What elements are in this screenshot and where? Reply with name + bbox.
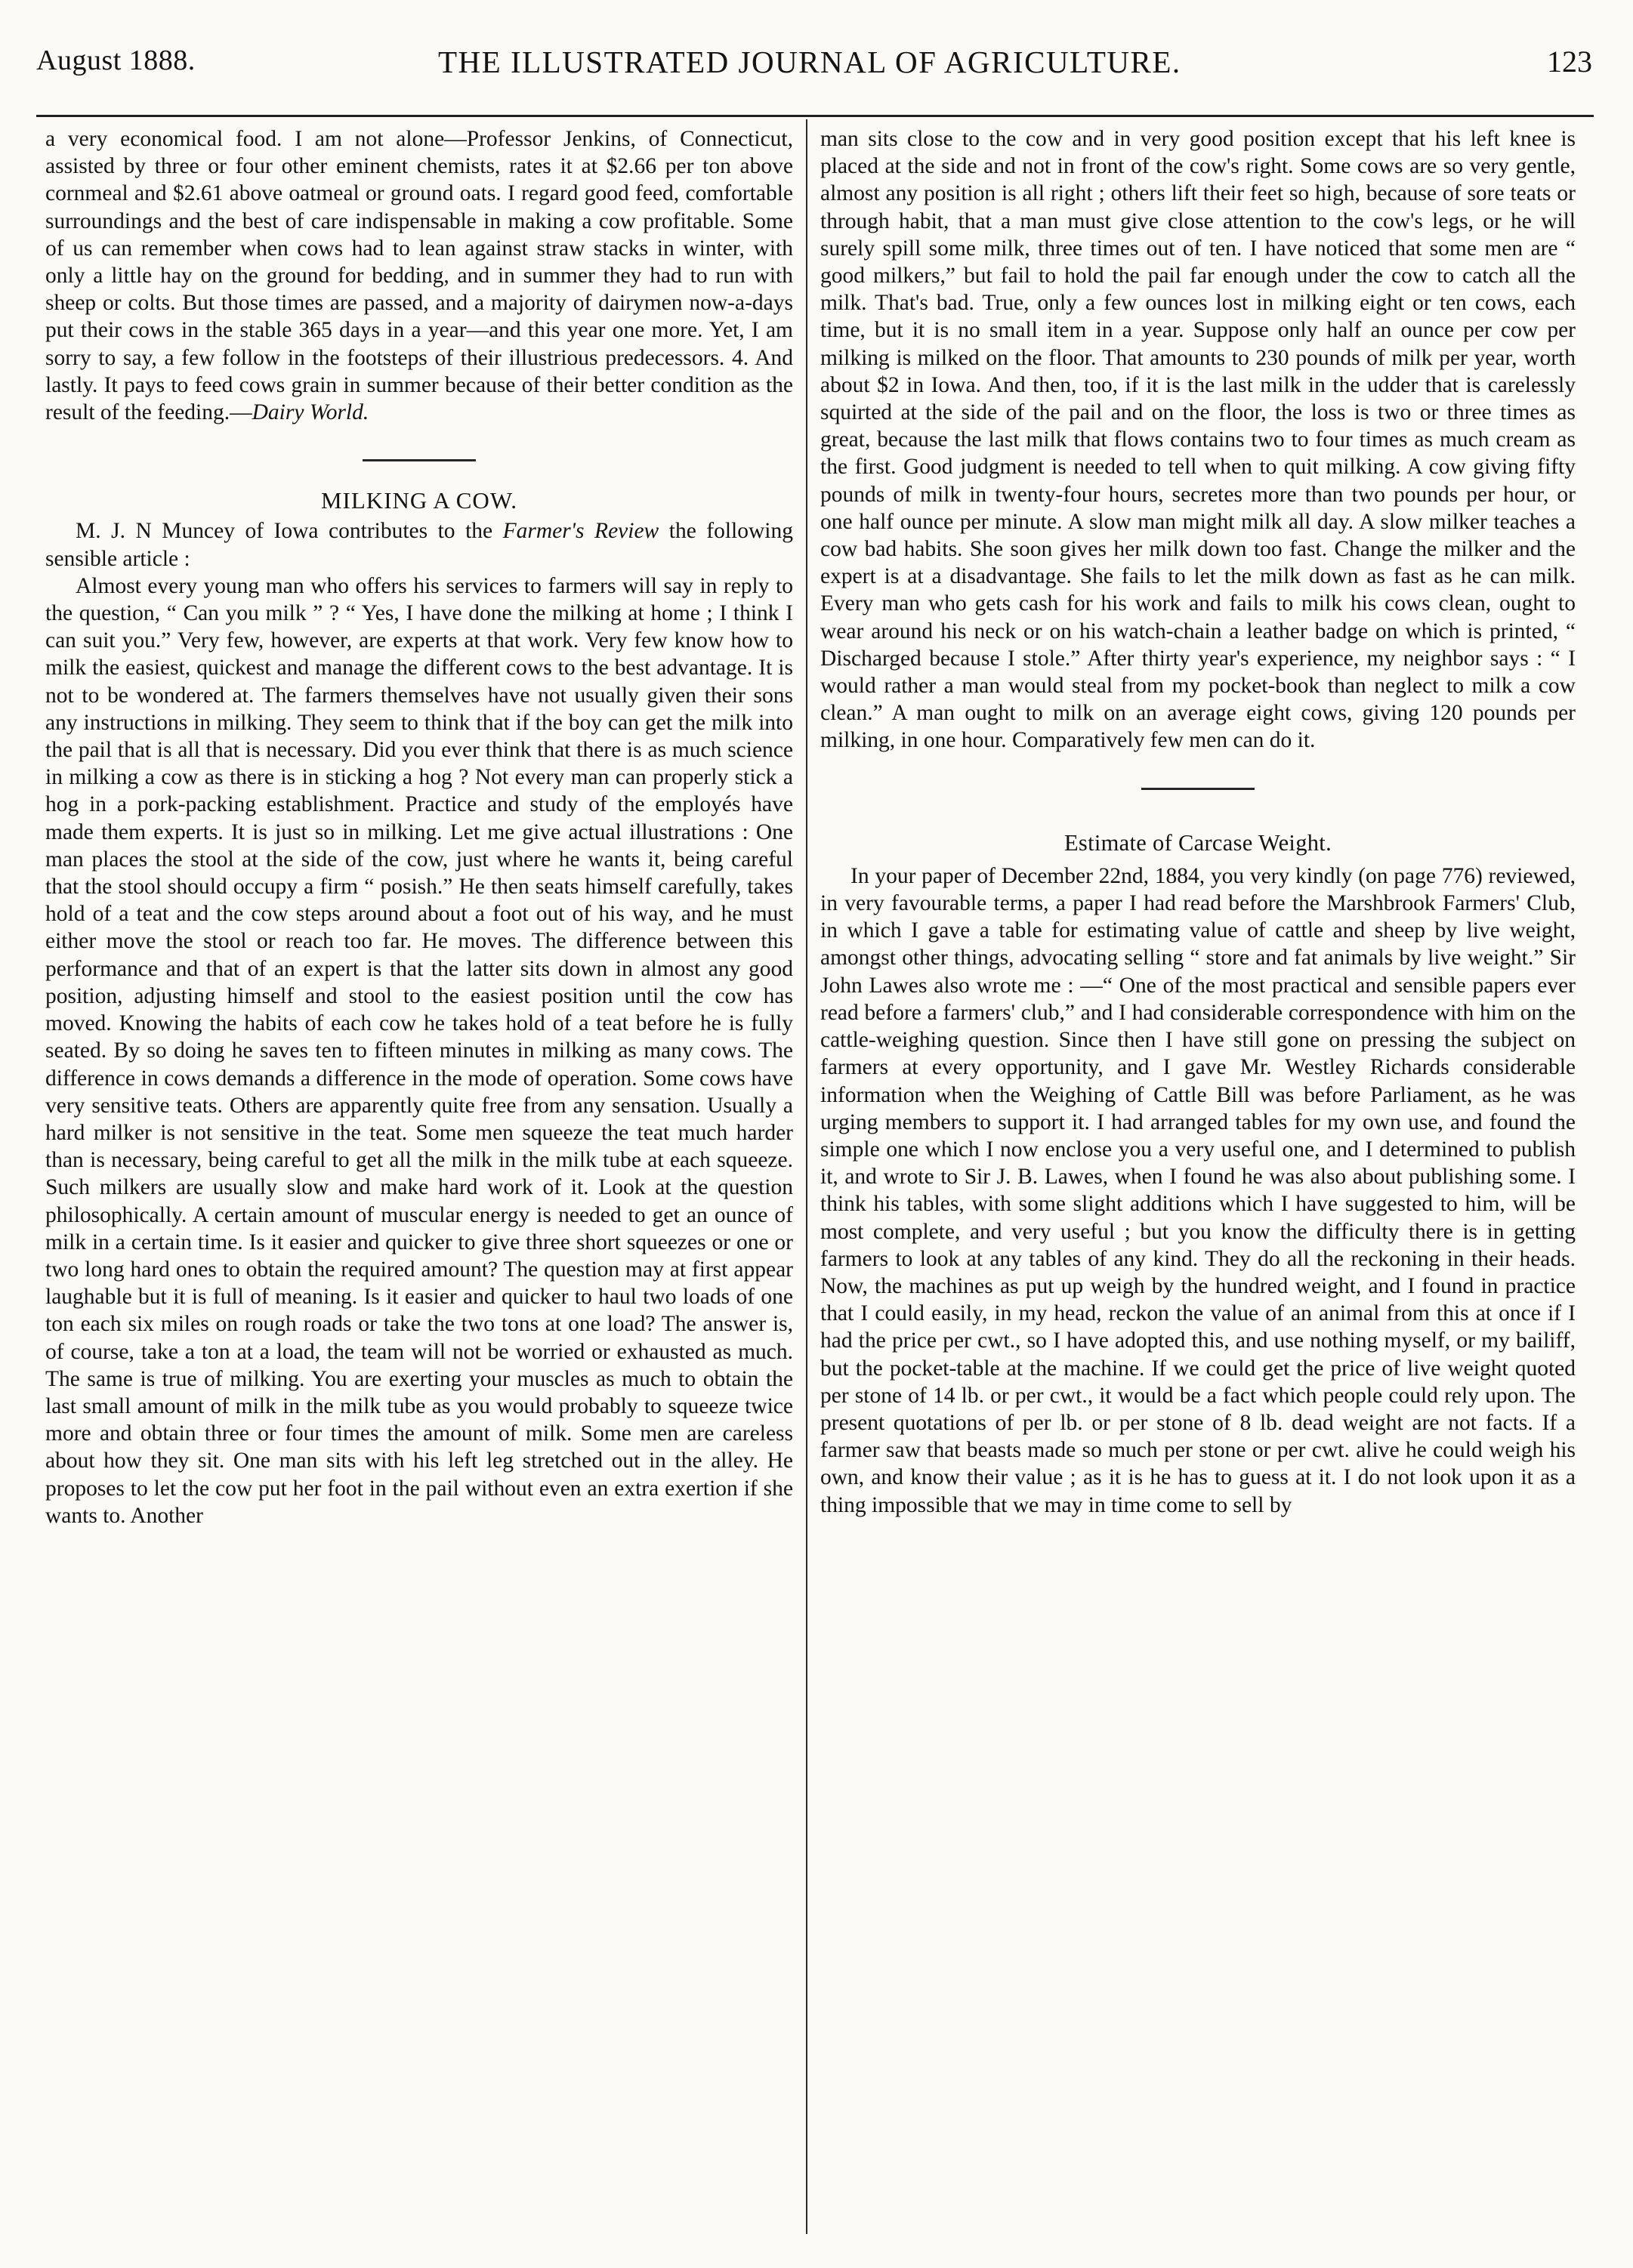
section-rule <box>1141 788 1255 790</box>
byline-publication: Farmer's Review <box>502 519 659 544</box>
article-body-carcase: In your paper of December 22nd, 1884, you very kindly (on page 776) reviewed, in very favourable terms, a paper I had read before the Marshbrook Farmers' Club, in which I gave a table for estimating value of cattle and sheep by live weight, amongst other things, advocating selling “ store and fat animals by live weight.” Sir John Lawes also wrote me : —“ One of the most practical and sensible papers ever read before a farmers' club,” and I had considerable correspondence with him on the cattle-weighing question. Since then I have still gone on pressing the subject on farmers at every opportunity, and I gave Mr. Westley Richards considerable information when the Weighing of Cattle Bill was before Parliament, as he was urging members to support it. I had arranged tables for my own use, and found the simple one which I now enclose you a very useful one, and I determined to publish it, and wrote to Sir J. B. Lawes, when I found he was also about publishing some. I think his tables, with some slight additions which I have suggested to him, will be most complete, and very useful ; but you know the difficulty there is in getting farmers to look at any tables of any kind. They do all the reckoning in their heads. Now, the machines as put up weigh by the hundred weight, and I found in practice that I could easily, in my head, reckon the value of an animal from this at once if I had the price per cwt., so I have adopted this, and use nothing myself, or my bailiff, but the pocket-table at the machine. If we could get the price of live weight quoted per stone of 14 lb. or per cwt., it would be a fact which people could rely upon. The present quotations of per lb. or per stone of 8 lb. dead weight are not facts. If a farmer saw that beasts made so much per stone or per cwt. alive he could weigh his own, and know their value ; as it is he has to guess at it. I do not look upon it as a thing impossible that we may in time come to sell by <box>820 863 1576 1517</box>
right-column <box>820 125 1576 1519</box>
continued-article-body: a very economical food. I am not alone—Professor Jenkins, of Connecticut, assisted by three or four other eminent chemists, rates it at $2.66 per ton above cornmeal and $2.61 above oatmeal or ground oats. I regard good feed, comfortable surroundings and the best of care indispensable in making a cow profitable. Some of us can remember when cows had to lean against straw stacks in winter, with only a little hay on the ground for bedding, and in summer they had to run with sheep or colts. But those times are passed, and a majority of dairymen now-a-days put their cows in the stable 365 days in a year—and this year one more. Yet, I am sorry to say, a few follow in the footsteps of their illustrious predecessors. 4. And lastly. It pays to feed cows grain in summer because of their better condition as the result of the feeding.— <box>45 127 793 425</box>
continued-article-text <box>45 125 793 426</box>
byline-suffix: the following sensible article : <box>45 519 794 571</box>
page-number: 123 <box>1547 45 1592 79</box>
continued-milking-text: man sits close to the cow and in very good position except that his left knee is placed at the side and not in front of the cow's right. Some cows are so very gentle, almost any position is all right ; others lift their feet so high, because of sore teats or through habit, that a man must give close attention to the cow's legs, or he will surely spill some milk, three times out of ten. I have noticed that some men are “ good milkers,” but fail to hold the pail far enough under the cow to catch all the milk. That's bad. True, only a few ounces lost in milking eight or ten cows, each time, but it is no small item in a year. Suppose only half an ounce per cow per milking is milked on the floor. That amounts to 230 pounds of milk per year, worth about $2 in Iowa. And then, too, if it is the last milk in the udder that is carelessly squirted at the side of the pail and on the floor, the loss is two or three times as great, because the last milk that flows contains two to four times as much cream as the first. Good judgment is needed to tell when to quit milking. A cow giving fifty pounds of milk in twenty-four hours, secretes more than two pounds per hour, or one half ounce per minute. A slow man might milk all day. A slow milker teaches a cow bad habits. She soon gives her milk down too fast. Change the milker and the expert is at a disadvantage. She fails to let the milk down as fast as he can milk. Every man who gets cash for his work and fails to milk his cows clean, ought to wear around his neck or on his watch-chain a leather badge on which is printed, “ Discharged because I stole.” After thirty year's experience, my neighbor says : “ I would rather a man would steal from my pocket-book than neglect to milk a cow clean.” A man ought to milk on an average eight cows, giving 120 pounds per milking, in one hour. Comparatively few men can do it. <box>820 127 1576 753</box>
section-rule <box>363 459 476 461</box>
continued-article-source: Dairy World. <box>252 400 369 425</box>
section-spacer <box>820 816 1576 829</box>
article-title-carcase: Estimate of Carcase Weight. <box>1063 829 1332 856</box>
byline-prefix: M. J. N Muncey of Iowa contributes to the <box>76 519 503 544</box>
article-body-milking: Almost every young man who offers his services to farmers will say in reply to the question, “ Can you milk ” ? “ Yes, I have done the milking at home ; I think I can suit you.” Very few, however, are experts at that work. Very few know how to milk the easiest, quickest and manage the different cows to the best advantage. It is not to be wondered at. The farmers themselves have not usually given their sons any instructions in milking. They seem to think that if the boy can get the milk into the pail that is all that is necessary. Did you ever think that there is as much science in milking a cow as there is in sticking a hog ? Not every man can properly stick a hog in a pork-packing establishment. Practice and study of the employés have made them experts. It is just so in milking. Let me give actual illustrations : One man places the stool at the side of the cow, just where he wants it, being careful that the stool should occupy a firm “ posish.” He then seats himself carefully, takes hold of a teat and the cow steps around about a foot out of his way, and he must either move the stool or reach too far. He moves. The difference between this performance and that of an expert is that the latter sits down in almost any good position, adjusting himself and stool to the easiest position until the cow has moved. Knowing the habits of each cow he takes hold of a teat before he is fully seated. By so doing he saves ten to fifteen minutes in milking as many cows. The difference in cows demands a difference in the mode of operation. Some cows have very sensitive teats. Others are apparently quite free from any sensation. Usually a hard milker is not sensitive in the teat. Some men squeeze the teat much harder than is necessary, being careful to get all the milk in the milk tube at each squeeze. Such milkers are usually slow and make hard work of it. Look at the question philosophically. A certain amount of muscular energy is needed to get an ounce of milk in a certain time. Is it easier and quicker to give three short squeezes or one or two long hard ones to obtain the required amount? The question may at first appear laughable but it is full of meaning. Is it easier and quicker to haul two loads of one ton each six miles on rough roads or take the two tons at one load? The answer is, of course, take a ton at a load, the team will not be worried or exhausted as much. The same is true of milking. You are exerting your muscles as much to obtain the last small amount of milk in the milk tube as you would probably to squeeze twice more and obtain three or four times the amount of milk. Some men are careless about how they sit. One man sits with his left leg stretched out in the alley. He proposes to let the cow put her foot in the pail without even an extra exertion if she wants to. Another <box>45 573 793 1528</box>
header-rule <box>36 115 1594 117</box>
journal-title: THE ILLUSTRATED JOURNAL OF AGRICULTURE. <box>438 45 1181 79</box>
running-head <box>30 44 1603 89</box>
article-byline <box>45 517 793 572</box>
issue-date: August 1888. <box>36 45 196 76</box>
left-column <box>45 125 793 1529</box>
column-divider <box>806 119 807 2234</box>
article-title-milking: MILKING A COW. <box>320 487 517 514</box>
